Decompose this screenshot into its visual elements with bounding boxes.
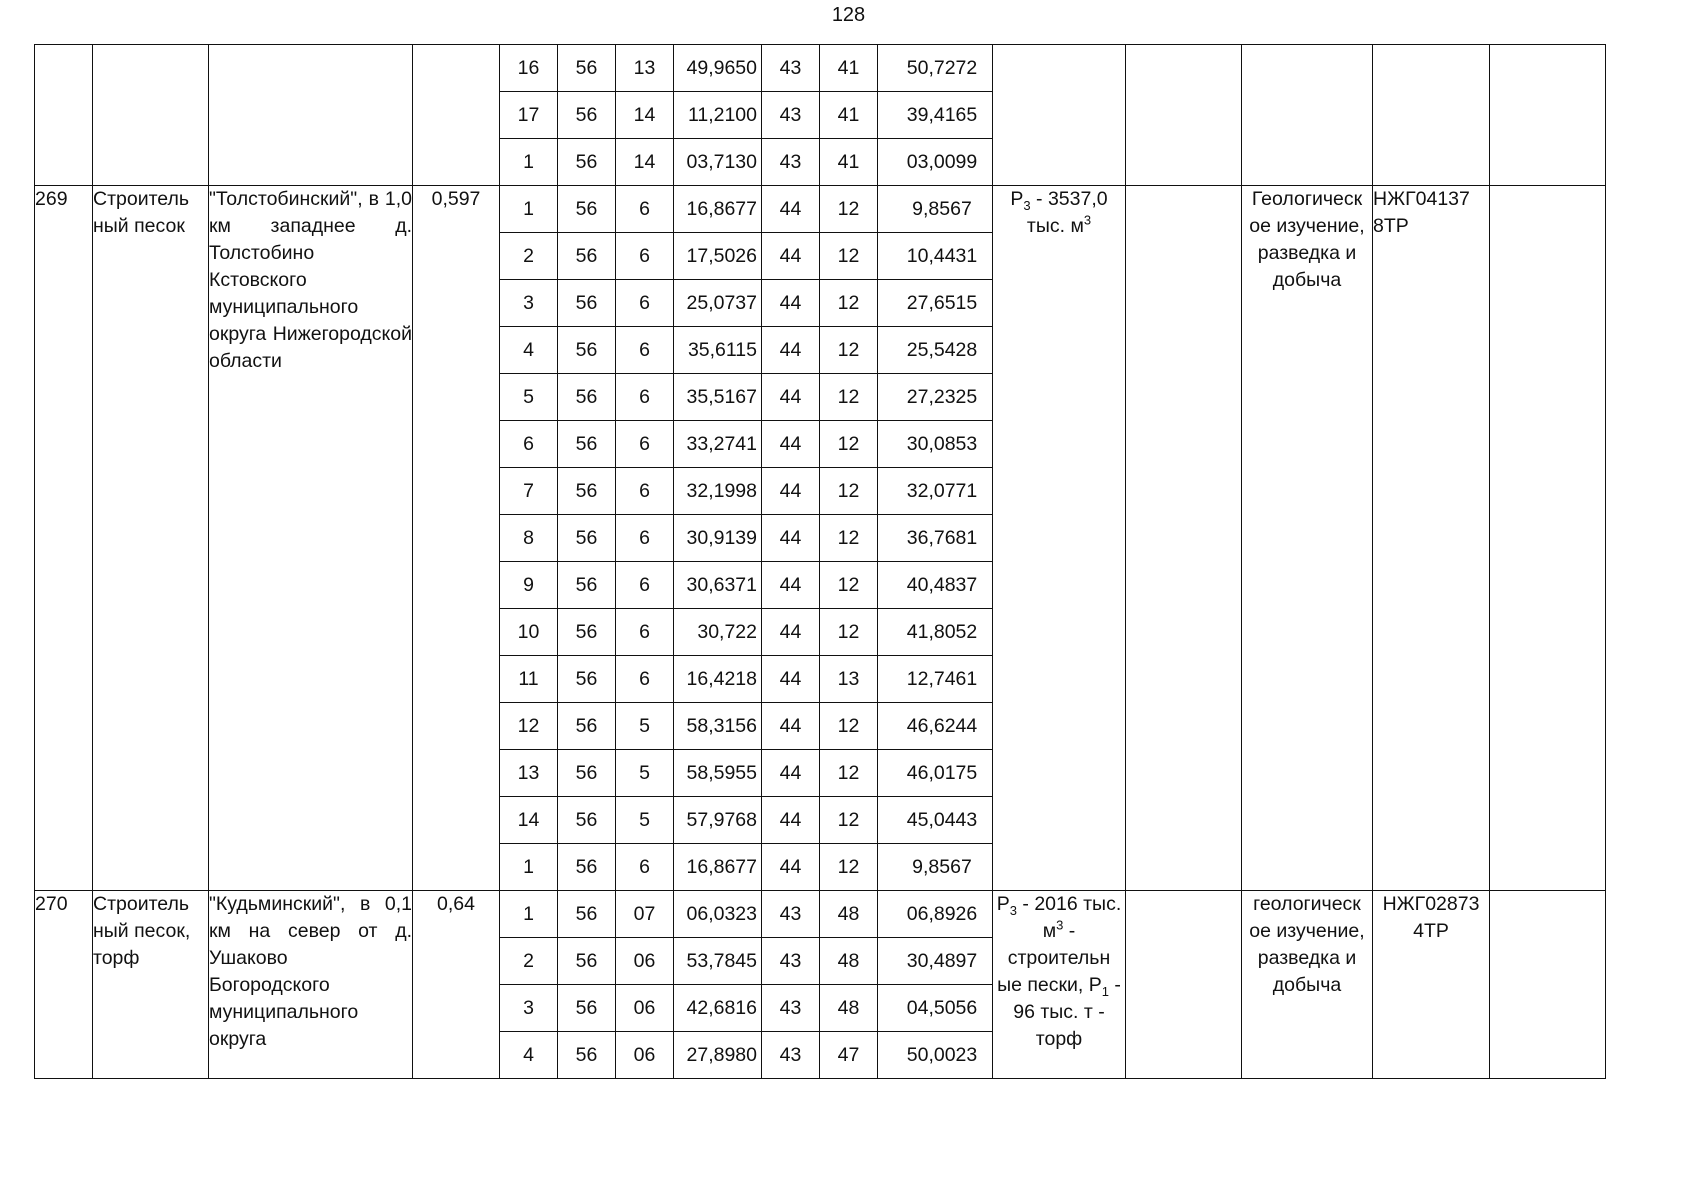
- lon-sec: 25,5428: [878, 327, 993, 374]
- lon-sec: 46,6244: [878, 703, 993, 750]
- lat-deg: 56: [558, 703, 616, 750]
- lat-sec: 27,8980: [674, 1032, 762, 1079]
- lon-min: 47: [820, 1032, 878, 1079]
- lat-sec: 35,5167: [674, 374, 762, 421]
- point-number: 1: [500, 186, 558, 233]
- point-number: 17: [500, 92, 558, 139]
- lat-min: 6: [616, 468, 674, 515]
- point-number: 12: [500, 703, 558, 750]
- lon-deg: 43: [762, 938, 820, 985]
- lon-sec: 27,2325: [878, 374, 993, 421]
- object-area: [413, 45, 500, 186]
- lon-deg: 44: [762, 609, 820, 656]
- lat-deg: 56: [558, 891, 616, 938]
- table-row: [35, 891, 1606, 938]
- point-number: 13: [500, 750, 558, 797]
- lon-deg: 44: [762, 468, 820, 515]
- lat-deg: 56: [558, 750, 616, 797]
- lat-sec: 16,8677: [674, 186, 762, 233]
- lon-sec: 45,0443: [878, 797, 993, 844]
- lon-deg: 44: [762, 186, 820, 233]
- lon-min: 12: [820, 233, 878, 280]
- lon-min: 12: [820, 421, 878, 468]
- registry-table: [34, 44, 1606, 1079]
- lon-min: 12: [820, 374, 878, 421]
- lat-deg: 56: [558, 797, 616, 844]
- lon-min: 12: [820, 844, 878, 891]
- object-area: 0,64: [413, 891, 500, 1079]
- lon-min: 12: [820, 468, 878, 515]
- lat-deg: 56: [558, 515, 616, 562]
- license-number: [1373, 45, 1490, 186]
- point-number: 7: [500, 468, 558, 515]
- lon-deg: 44: [762, 280, 820, 327]
- lat-deg: 56: [558, 327, 616, 374]
- lat-sec: 30,9139: [674, 515, 762, 562]
- registry-body: [35, 45, 1606, 1079]
- mineral-type: Строитель ный песок, торф: [93, 891, 209, 1079]
- lon-min: 12: [820, 327, 878, 374]
- lon-sec: 40,4837: [878, 562, 993, 609]
- lon-sec: 36,7681: [878, 515, 993, 562]
- lat-min: 06: [616, 938, 674, 985]
- lat-sec: 16,4218: [674, 656, 762, 703]
- point-number: 4: [500, 1032, 558, 1079]
- lat-deg: 56: [558, 938, 616, 985]
- point-number: 5: [500, 374, 558, 421]
- lat-sec: 33,2741: [674, 421, 762, 468]
- lat-min: 6: [616, 280, 674, 327]
- empty-col: [1490, 891, 1606, 1079]
- lat-min: 14: [616, 139, 674, 186]
- lon-deg: 44: [762, 844, 820, 891]
- object-number: [35, 45, 93, 186]
- lat-sec: 35,6115: [674, 327, 762, 374]
- lat-min: 6: [616, 515, 674, 562]
- lat-min: 6: [616, 374, 674, 421]
- lat-min: 6: [616, 609, 674, 656]
- lat-deg: 56: [558, 609, 616, 656]
- lat-deg: 56: [558, 562, 616, 609]
- lat-min: 6: [616, 233, 674, 280]
- lon-deg: 43: [762, 985, 820, 1032]
- lat-min: 6: [616, 844, 674, 891]
- table-row: [35, 45, 1606, 92]
- lat-deg: 56: [558, 985, 616, 1032]
- lat-min: 5: [616, 703, 674, 750]
- lon-sec: 50,7272: [878, 45, 993, 92]
- lon-sec: 46,0175: [878, 750, 993, 797]
- lat-min: 07: [616, 891, 674, 938]
- lon-min: 12: [820, 515, 878, 562]
- lon-sec: 27,6515: [878, 280, 993, 327]
- table-row: [35, 186, 1606, 233]
- lat-min: 6: [616, 186, 674, 233]
- lat-sec: 32,1998: [674, 468, 762, 515]
- lat-deg: 56: [558, 280, 616, 327]
- lat-deg: 56: [558, 45, 616, 92]
- lon-min: 12: [820, 609, 878, 656]
- lon-min: 12: [820, 703, 878, 750]
- lon-min: 13: [820, 656, 878, 703]
- lon-min: 12: [820, 750, 878, 797]
- lon-sec: 39,4165: [878, 92, 993, 139]
- lon-deg: 44: [762, 374, 820, 421]
- lon-min: 41: [820, 139, 878, 186]
- object-location: "Кудьминский", в 0,1 км на север от д. Ушаково Богородского муниципального округа: [209, 891, 413, 1079]
- lon-min: 12: [820, 280, 878, 327]
- lat-sec: 58,5955: [674, 750, 762, 797]
- lon-deg: 43: [762, 92, 820, 139]
- point-number: 2: [500, 233, 558, 280]
- empty-col: [1490, 186, 1606, 891]
- object-area: 0,597: [413, 186, 500, 891]
- lon-deg: 44: [762, 797, 820, 844]
- lat-min: 5: [616, 750, 674, 797]
- purpose: геологическ ое изучение, разведка и добыча: [1242, 891, 1373, 1079]
- resources: [993, 45, 1126, 186]
- empty-col: [1490, 45, 1606, 186]
- lon-sec: 9,8567: [878, 186, 993, 233]
- lon-sec: 9,8567: [878, 844, 993, 891]
- purpose: [1242, 45, 1373, 186]
- lat-sec: 11,2100: [674, 92, 762, 139]
- lon-deg: 43: [762, 139, 820, 186]
- lat-deg: 56: [558, 233, 616, 280]
- empty-col: [1126, 45, 1242, 186]
- lon-deg: 44: [762, 656, 820, 703]
- lon-deg: 44: [762, 562, 820, 609]
- lat-min: 6: [616, 562, 674, 609]
- lat-min: 6: [616, 656, 674, 703]
- lon-min: 12: [820, 186, 878, 233]
- lon-sec: 06,8926: [878, 891, 993, 938]
- purpose: Геологическ ое изучение, разведка и добыча: [1242, 186, 1373, 891]
- lon-min: 41: [820, 92, 878, 139]
- point-number: 3: [500, 280, 558, 327]
- lon-deg: 43: [762, 891, 820, 938]
- point-number: 10: [500, 609, 558, 656]
- point-number: 14: [500, 797, 558, 844]
- lat-min: 06: [616, 1032, 674, 1079]
- lon-min: 48: [820, 985, 878, 1032]
- point-number: 1: [500, 891, 558, 938]
- lat-sec: 06,0323: [674, 891, 762, 938]
- lat-sec: 03,7130: [674, 139, 762, 186]
- object-number: 270: [35, 891, 93, 1079]
- point-number: 3: [500, 985, 558, 1032]
- lon-min: 48: [820, 891, 878, 938]
- mineral-type: [93, 45, 209, 186]
- lat-deg: 56: [558, 139, 616, 186]
- lat-deg: 56: [558, 1032, 616, 1079]
- empty-col: [1126, 891, 1242, 1079]
- object-number: 269: [35, 186, 93, 891]
- lon-deg: 43: [762, 45, 820, 92]
- lat-sec: 58,3156: [674, 703, 762, 750]
- lat-deg: 56: [558, 421, 616, 468]
- lon-deg: 44: [762, 421, 820, 468]
- lat-sec: 53,7845: [674, 938, 762, 985]
- object-location: [209, 45, 413, 186]
- lat-sec: 30,722: [674, 609, 762, 656]
- lat-sec: 17,5026: [674, 233, 762, 280]
- lat-sec: 25,0737: [674, 280, 762, 327]
- lon-sec: 12,7461: [878, 656, 993, 703]
- point-number: 4: [500, 327, 558, 374]
- lat-min: 06: [616, 985, 674, 1032]
- lat-deg: 56: [558, 374, 616, 421]
- lon-min: 12: [820, 797, 878, 844]
- lon-sec: 10,4431: [878, 233, 993, 280]
- lat-deg: 56: [558, 468, 616, 515]
- lat-sec: 16,8677: [674, 844, 762, 891]
- lat-min: 5: [616, 797, 674, 844]
- empty-col: [1126, 186, 1242, 891]
- point-number: 8: [500, 515, 558, 562]
- lat-min: 14: [616, 92, 674, 139]
- lat-deg: 56: [558, 656, 616, 703]
- point-number: 2: [500, 938, 558, 985]
- lat-sec: 57,9768: [674, 797, 762, 844]
- lon-sec: 30,0853: [878, 421, 993, 468]
- page-number: 128: [831, 4, 866, 26]
- point-number: 11: [500, 656, 558, 703]
- lon-sec: 04,5056: [878, 985, 993, 1032]
- point-number: 16: [500, 45, 558, 92]
- resources: $P_3 - 3537,0$ тыс. $м^3$: [993, 186, 1126, 891]
- lon-min: 12: [820, 562, 878, 609]
- lon-deg: 44: [762, 703, 820, 750]
- object-location: "Толстобинский", в 1,0 км западнее д. Толстобино Кстовского муниципального округа Нижегородской области: [209, 186, 413, 891]
- point-number: 6: [500, 421, 558, 468]
- lon-deg: 43: [762, 1032, 820, 1079]
- license-number: НЖГ02873 4ТР: [1373, 891, 1490, 1079]
- lat-deg: 56: [558, 92, 616, 139]
- lon-deg: 44: [762, 327, 820, 374]
- lon-min: 41: [820, 45, 878, 92]
- point-number: 1: [500, 844, 558, 891]
- lat-min: 6: [616, 327, 674, 374]
- lon-sec: 41,8052: [878, 609, 993, 656]
- lat-sec: 42,6816: [674, 985, 762, 1032]
- lon-sec: 30,4897: [878, 938, 993, 985]
- lat-deg: 56: [558, 844, 616, 891]
- license-number: НЖГ04137 8ТР: [1373, 186, 1490, 891]
- lon-sec: 50,0023: [878, 1032, 993, 1079]
- lat-sec: 30,6371: [674, 562, 762, 609]
- lon-min: 48: [820, 938, 878, 985]
- lon-deg: 44: [762, 515, 820, 562]
- mineral-type: Строитель ный песок: [93, 186, 209, 891]
- lat-sec: 49,9650: [674, 45, 762, 92]
- lon-deg: 44: [762, 233, 820, 280]
- lat-min: 13: [616, 45, 674, 92]
- lat-deg: 56: [558, 186, 616, 233]
- point-number: 1: [500, 139, 558, 186]
- lon-deg: 44: [762, 750, 820, 797]
- lon-sec: 32,0771: [878, 468, 993, 515]
- lon-sec: 03,0099: [878, 139, 993, 186]
- lat-min: 6: [616, 421, 674, 468]
- point-number: 9: [500, 562, 558, 609]
- resources: $P_3 - 2016$ тыс. $м^3$ - строительн ые пески, $P_1 - 96$ тыс. т - торф: [993, 891, 1126, 1079]
